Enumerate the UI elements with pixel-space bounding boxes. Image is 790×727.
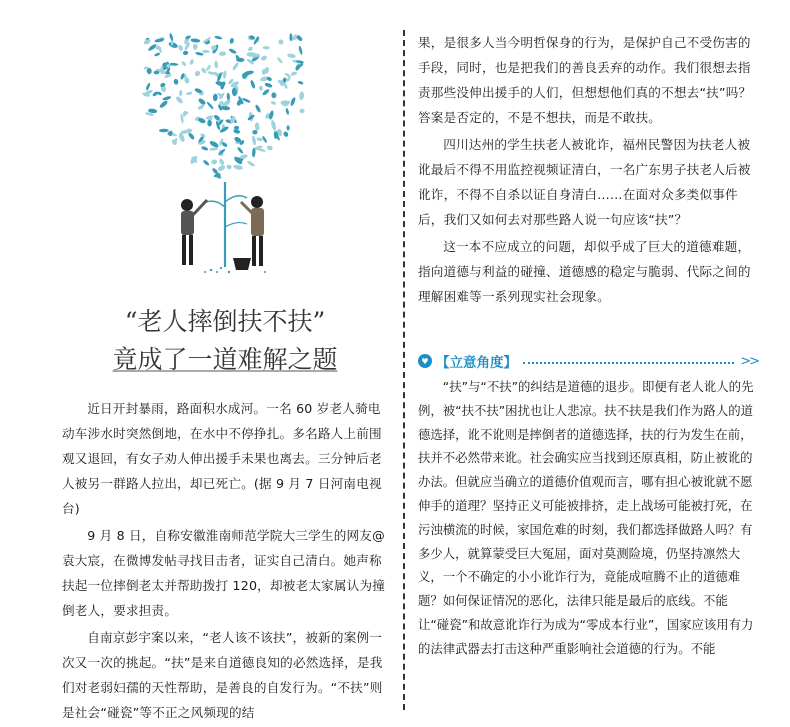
child-left-figure [181, 199, 207, 265]
article-title [60, 303, 390, 379]
leaf-shape [259, 85, 264, 91]
section-label: 【立意角度】 [436, 355, 517, 371]
title-line-2: 竟成了一道难解之题 [112, 345, 338, 374]
leaf-shape [190, 38, 200, 43]
leaf-shape [202, 50, 210, 53]
leaf-shape [178, 44, 184, 51]
paragraph: 果，是很多人当今明哲保身的行为，是保护自己不受伤害的手段，同时，也是把我们的善良丢弃的动作。我们很想去指责那些没伸出援手的人们，但想想他们真的不想去“扶”吗？答案是否定的，不是不想扶，而是不敢扶。 [418, 35, 752, 125]
leaf-shape [214, 61, 218, 69]
leaf-shape [286, 125, 289, 131]
paragraph: 四川达州的学生扶老人被讹诈，福州民警因为扶老人被讹最后不得不用监控视频证清白，一名广东男子扶老人后被讹诈，不得不自杀以证自身清白……在面对众多类似事件后，我们又如何去对那些路人说一句应该“扶”？ [418, 137, 751, 227]
leaf-shape [217, 164, 226, 172]
leaf-shape [207, 120, 212, 127]
leaf-shape [194, 70, 201, 77]
paragraph: 近日开封暴雨，路面积水成河。一名 60 岁老人骑电动车涉水时突然倒地，在水中不停挣扎。多名路人上前围观又退回，有女子劝人伸出援手未果也离去。三分钟后老人被另一群路人拉出，却已死亡。(据 9 月 7 日河南电视台) [62, 401, 382, 516]
leaf-shape [260, 55, 268, 62]
leaf-shape [287, 53, 296, 59]
leaf-shape [277, 38, 284, 45]
leaf-shape [189, 59, 195, 66]
leaf-shape [218, 158, 225, 166]
leaf-shape [187, 132, 195, 140]
leaf-shape [246, 52, 256, 57]
leaf-shape [247, 160, 256, 167]
leaf-shape [178, 132, 186, 143]
leaf-shape [205, 64, 211, 71]
leaf-shape [200, 67, 207, 74]
leaf-shape [211, 159, 218, 165]
leaf-shape [284, 72, 292, 78]
leaf-shape [168, 131, 173, 137]
leaf-shape [247, 46, 253, 52]
paragraph: 9 月 8 日，自称安徽淮南师范学院大三学生的网友@袁大宸，在微博发帖寻找目击者，证实自己清白。她声称扶起一位摔倒老太并帮助拨打 120，却被老太家属认为撞倒老人，要求担责。 [62, 528, 386, 618]
section-body [418, 375, 755, 661]
leaf-shape [227, 93, 231, 101]
leaf-shape [299, 91, 305, 100]
child-right-figure [241, 196, 264, 266]
leaf-shape [276, 57, 283, 64]
leaf-shape [289, 33, 292, 41]
leaf-shape [237, 146, 244, 154]
leaf-shape [252, 130, 257, 135]
leaf-shape [299, 108, 305, 114]
leaf-shape [201, 146, 209, 152]
leaf-shape [154, 52, 161, 57]
leaf-shape [179, 90, 183, 96]
leaf-shape [223, 70, 227, 79]
left-column-body [62, 396, 392, 727]
leaf-shape [197, 97, 206, 106]
leaf-shape [181, 60, 187, 66]
leaf-shape [250, 79, 256, 89]
leaf-shape [197, 104, 205, 111]
leaf-shape [251, 135, 256, 145]
leaf-shape [169, 33, 174, 42]
leaf-shape [266, 145, 273, 151]
leaf-shape [206, 101, 214, 110]
heart-tree-illustration [125, 32, 325, 282]
paragraph: 这一本不应成立的问题，却似乎成了巨大的道德难题，指向道德与利益的碰撞、道德感的稳定与脆弱、代际之间的理解困难等一系列现实社会现象。 [418, 239, 751, 304]
title-line-1: “老人摔倒扶不扶” [124, 307, 326, 336]
leaf-shape [213, 93, 218, 101]
leaf-shape [159, 129, 169, 133]
leaf-shape [193, 44, 198, 50]
double-chevron-icon: >> [740, 353, 758, 369]
paragraph: 自南京彭宇案以来，“老人该不该扶”，被新的案例一次又一次的挑起。“扶”是来自道德良知的必然选择，是我们对老弱妇孺的天性帮助，是善良的自发行为。“不扶”则是社会“碰瓷”等不正之风频现的结 [62, 630, 383, 720]
leaf-shape [209, 140, 220, 149]
leaf-shape [256, 137, 263, 142]
leaf-shape [189, 155, 199, 165]
leaf-shape [162, 95, 172, 101]
leaf-shape [262, 88, 271, 96]
leaf-shape [175, 95, 184, 104]
leaf-shape [234, 126, 239, 130]
heart-icon: ♥ [418, 354, 432, 368]
leaf-shape [254, 104, 261, 113]
leaf-shape [159, 100, 169, 109]
leaf-shape [297, 80, 303, 85]
leaf-shape [263, 46, 270, 49]
section-paragraph: “扶”与“不扶”的纠结是道德的退步。即便有老人讹人的先例，被“扶不扶”困扰也让人悲凉。扶不扶是我们作为路人的道德选择，讹不讹则是摔倒者的道德选择，扶的行为发生在前，扶并不必然带来讹。社会确实应当找到还原真相，防止被讹的办法。但就应当确立的道德价值观而言，哪有担心被讹就不愿伸手的道理？坚持正义可能被排挤，走上战场可能被打死，在污浊横流的时候，家国危难的时刻，我们都选择做路人吗？有多少人，就算蒙受巨大冤屈，面对莫测险境，仍坚持凛然大义，一个不确定的小小讹诈行为，竟能成喧腾不止的道德难题？如何保证情况的恶化，法律只能是最后的底线。不能让“碰瓷”和故意讹诈行为成为“零成本行业”，国家应该用有力的法律武器去打击这种严重影响社会道德的行为。不能 [418, 379, 754, 656]
leaf-shape [173, 78, 179, 85]
leaf-shape [186, 91, 193, 96]
leaf-shape [214, 35, 222, 40]
dotted-rule [523, 362, 734, 364]
column-divider [403, 30, 405, 710]
leaf-shape [283, 131, 290, 138]
leaf-shape [232, 62, 240, 71]
leaf-shape [229, 38, 234, 45]
leaf-shape [298, 45, 303, 55]
leaf-shape [202, 159, 210, 166]
leaf-shape [255, 122, 260, 131]
leaf-shape [145, 82, 151, 90]
right-column-body [418, 30, 753, 311]
section-heading [418, 350, 758, 372]
leaf-shape [209, 147, 218, 151]
leaf-shape [270, 100, 276, 105]
leaf-shape [226, 164, 232, 170]
leaf-shape [207, 70, 214, 75]
leaf-shape [228, 48, 237, 55]
leaf-shape [290, 71, 297, 76]
leaf-shape [219, 51, 227, 56]
leaf-shape [285, 108, 289, 115]
leaf-shape [233, 164, 243, 170]
leaf-shape [290, 97, 297, 107]
leaf-shape [264, 82, 273, 88]
leaf-shape [271, 92, 276, 98]
leaf-shape [183, 50, 189, 55]
